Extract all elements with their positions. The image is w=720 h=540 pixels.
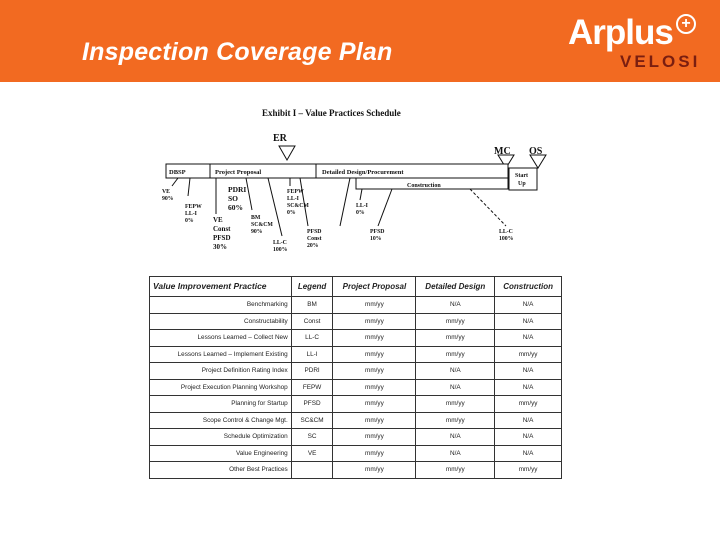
- svg-text:Const: Const: [213, 225, 231, 233]
- svg-text:100%: 100%: [273, 247, 288, 253]
- exhibit-title: Exhibit I – Value Practices Schedule: [262, 108, 401, 118]
- header-detailed-design: Detailed Design: [416, 277, 495, 297]
- svg-text:PFSD: PFSD: [370, 229, 385, 235]
- svg-text:PDRI: PDRI: [228, 185, 247, 194]
- svg-text:SO: SO: [228, 194, 239, 203]
- logo-wordmark: Arplus: [568, 13, 673, 52]
- svg-text:LL-I: LL-I: [356, 203, 368, 209]
- phase-detailed-design: Detailed Design/Procurement: [322, 169, 404, 176]
- svg-text:PFSD: PFSD: [307, 229, 322, 235]
- label-pfsd-10: [370, 229, 385, 242]
- milestone-mc-label: MC: [494, 146, 511, 157]
- header-legend: Legend: [291, 277, 333, 297]
- table-row: Benchmarking BM mm/yy N/A N/A: [150, 297, 562, 314]
- label-llc-right: [499, 229, 514, 242]
- svg-text:0%: 0%: [356, 210, 365, 216]
- phase-dbsp: DBSP: [169, 169, 186, 176]
- logo-subtitle: VELOSI: [620, 52, 701, 71]
- svg-text:LL-I: LL-I: [287, 196, 299, 202]
- pointer-line: [300, 178, 308, 226]
- logo-plus-icon: +: [676, 14, 696, 34]
- table-row: Lessons Learned – Collect New LL-C mm/yy mm/yy N/A: [150, 330, 562, 347]
- label-bm: [251, 215, 273, 235]
- table-row: Schedule Optimization SC mm/yy N/A N/A: [150, 429, 562, 446]
- table-row: Project Definition Rating Index PDRI mm/yy N/A N/A: [150, 363, 562, 380]
- phase-startup-line1: Start: [515, 173, 528, 179]
- pointer-line: [246, 178, 252, 210]
- table-row: Other Best Practices mm/yy mm/yy mm/yy: [150, 462, 562, 479]
- svg-text:FEPW: FEPW: [287, 189, 304, 195]
- label-fepw-left: [185, 204, 202, 224]
- pointer-line: [470, 189, 506, 226]
- header-construction: Construction: [495, 277, 562, 297]
- svg-text:30%: 30%: [213, 243, 227, 251]
- svg-text:60%: 60%: [228, 203, 243, 212]
- pointer-line: [340, 178, 350, 226]
- svg-text:LL-C: LL-C: [273, 240, 287, 246]
- table-row: Scope Control & Change Mgt. SC&CM mm/yy mm/yy N/A: [150, 412, 562, 429]
- svg-text:PFSD: PFSD: [213, 234, 231, 242]
- pointer-line: [378, 189, 392, 226]
- phase-startup-line2: Up: [518, 181, 526, 187]
- svg-text:Const: Const: [307, 236, 322, 242]
- table-row: Value Engineering VE mm/yy N/A N/A: [150, 445, 562, 462]
- label-pdri: [228, 185, 246, 212]
- svg-text:0%: 0%: [287, 210, 296, 216]
- table-header-row: [150, 277, 562, 297]
- table-row: Project Execution Planning Workshop FEPW mm/yy N/A N/A: [150, 379, 562, 396]
- pointer-line: [172, 178, 178, 186]
- milestone-er-triangle: [279, 146, 295, 160]
- svg-text:10%: 10%: [370, 236, 382, 242]
- header-practice: Value Improvement Practice: [150, 277, 292, 297]
- phase-construction: Construction: [407, 183, 441, 189]
- table-row: Lessons Learned – Implement Existing LL-I mm/yy mm/yy mm/yy: [150, 346, 562, 363]
- label-ve-const: [213, 216, 231, 251]
- svg-text:FEPW: FEPW: [185, 204, 202, 210]
- svg-text:20%: 20%: [307, 243, 319, 249]
- value-practices-table: [149, 276, 562, 479]
- label-llc-left: [273, 240, 288, 253]
- svg-text:SC&CM: SC&CM: [251, 222, 273, 228]
- svg-text:0%: 0%: [185, 218, 194, 224]
- svg-text:BM: BM: [251, 215, 261, 221]
- svg-text:VE: VE: [213, 216, 223, 224]
- svg-text:SC&CM: SC&CM: [287, 203, 309, 209]
- milestone-os-label: OS: [529, 146, 543, 157]
- pointer-line: [360, 189, 362, 200]
- svg-text:LL-I: LL-I: [185, 211, 197, 217]
- table-row: Constructability Const mm/yy mm/yy N/A: [150, 313, 562, 330]
- header-project-proposal: Project Proposal: [333, 277, 416, 297]
- svg-text:VE: VE: [162, 189, 171, 195]
- phase-project-proposal: Project Proposal: [215, 169, 262, 176]
- svg-text:LL-C: LL-C: [499, 229, 513, 235]
- svg-text:100%: 100%: [499, 236, 514, 242]
- milestone-er-label: ER: [273, 133, 287, 144]
- pointer-line: [188, 178, 190, 196]
- svg-text:90%: 90%: [251, 229, 263, 235]
- label-lli-mid: [356, 203, 369, 216]
- svg-text:90%: 90%: [162, 196, 174, 202]
- label-ve-90: [162, 189, 174, 202]
- slide-title: Inspection Coverage Plan: [82, 38, 393, 66]
- label-pfsd-const: [307, 229, 322, 249]
- table-row: Planning for Startup PFSD mm/yy mm/yy mm/yy: [150, 396, 562, 413]
